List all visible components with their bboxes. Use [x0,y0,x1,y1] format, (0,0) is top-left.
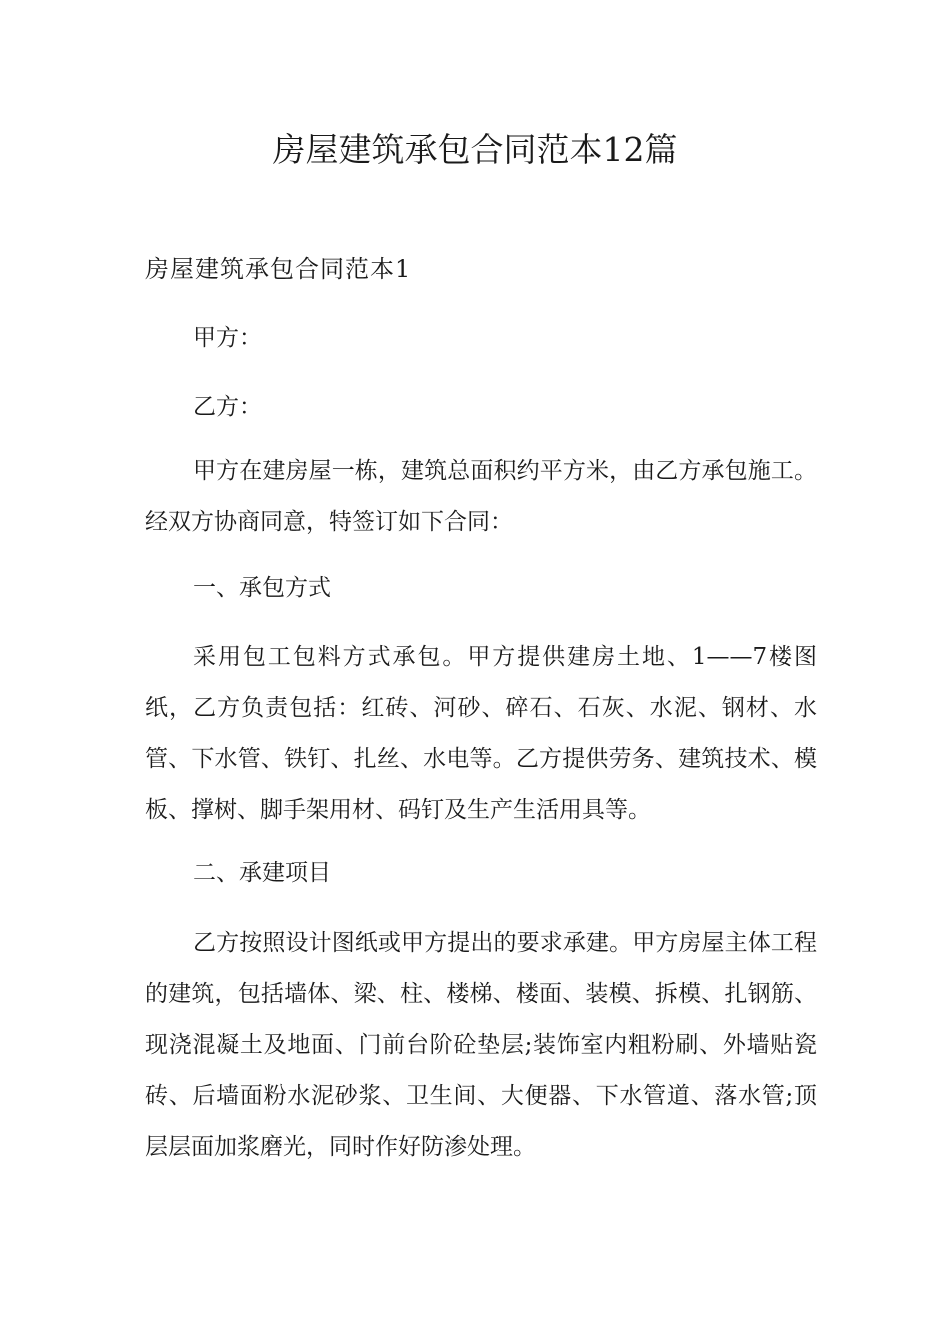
section-title: 房屋建筑承包合同范本1 [145,255,412,283]
party-a-label: 甲方： [193,325,262,351]
document-title: 房屋建筑承包合同范本12篇 [272,130,678,169]
contract-method-paragraph: 采用包工包料方式承包。甲方提供建房土地、1——7楼图纸，乙方负责包括：红砖、河砂、碎石、石灰、水泥、钢材、水管、下水管、铁钉、扎丝、水电等。乙方提供劳务、建筑技术、模板、撑树、脚手架用材、码钉及生产生活用具等。 [145,644,817,823]
heading-contract-method: 一、承包方式 [193,575,331,601]
party-b-label: 乙方： [193,394,262,420]
intro-paragraph: 甲方在建房屋一栋，建筑总面积约平方米，由乙方承包施工。经双方协商同意，特签订如下合同： [145,458,817,535]
heading-construction-items: 二、承建项目 [193,860,331,886]
construction-items-paragraph: 乙方按照设计图纸或甲方提出的要求承建。甲方房屋主体工程的建筑，包括墙体、梁、柱、楼梯、楼面、装模、拆模、扎钢筋、现浇混凝土及地面、门前台阶砼垫层;装饰室内粗粉刷、外墙贴瓷砖、后墙面粉水泥砂浆、卫生间、大便器、下水管道、落水管;顶层层面加浆磨光，同时作好防渗处理。 [145,930,817,1160]
